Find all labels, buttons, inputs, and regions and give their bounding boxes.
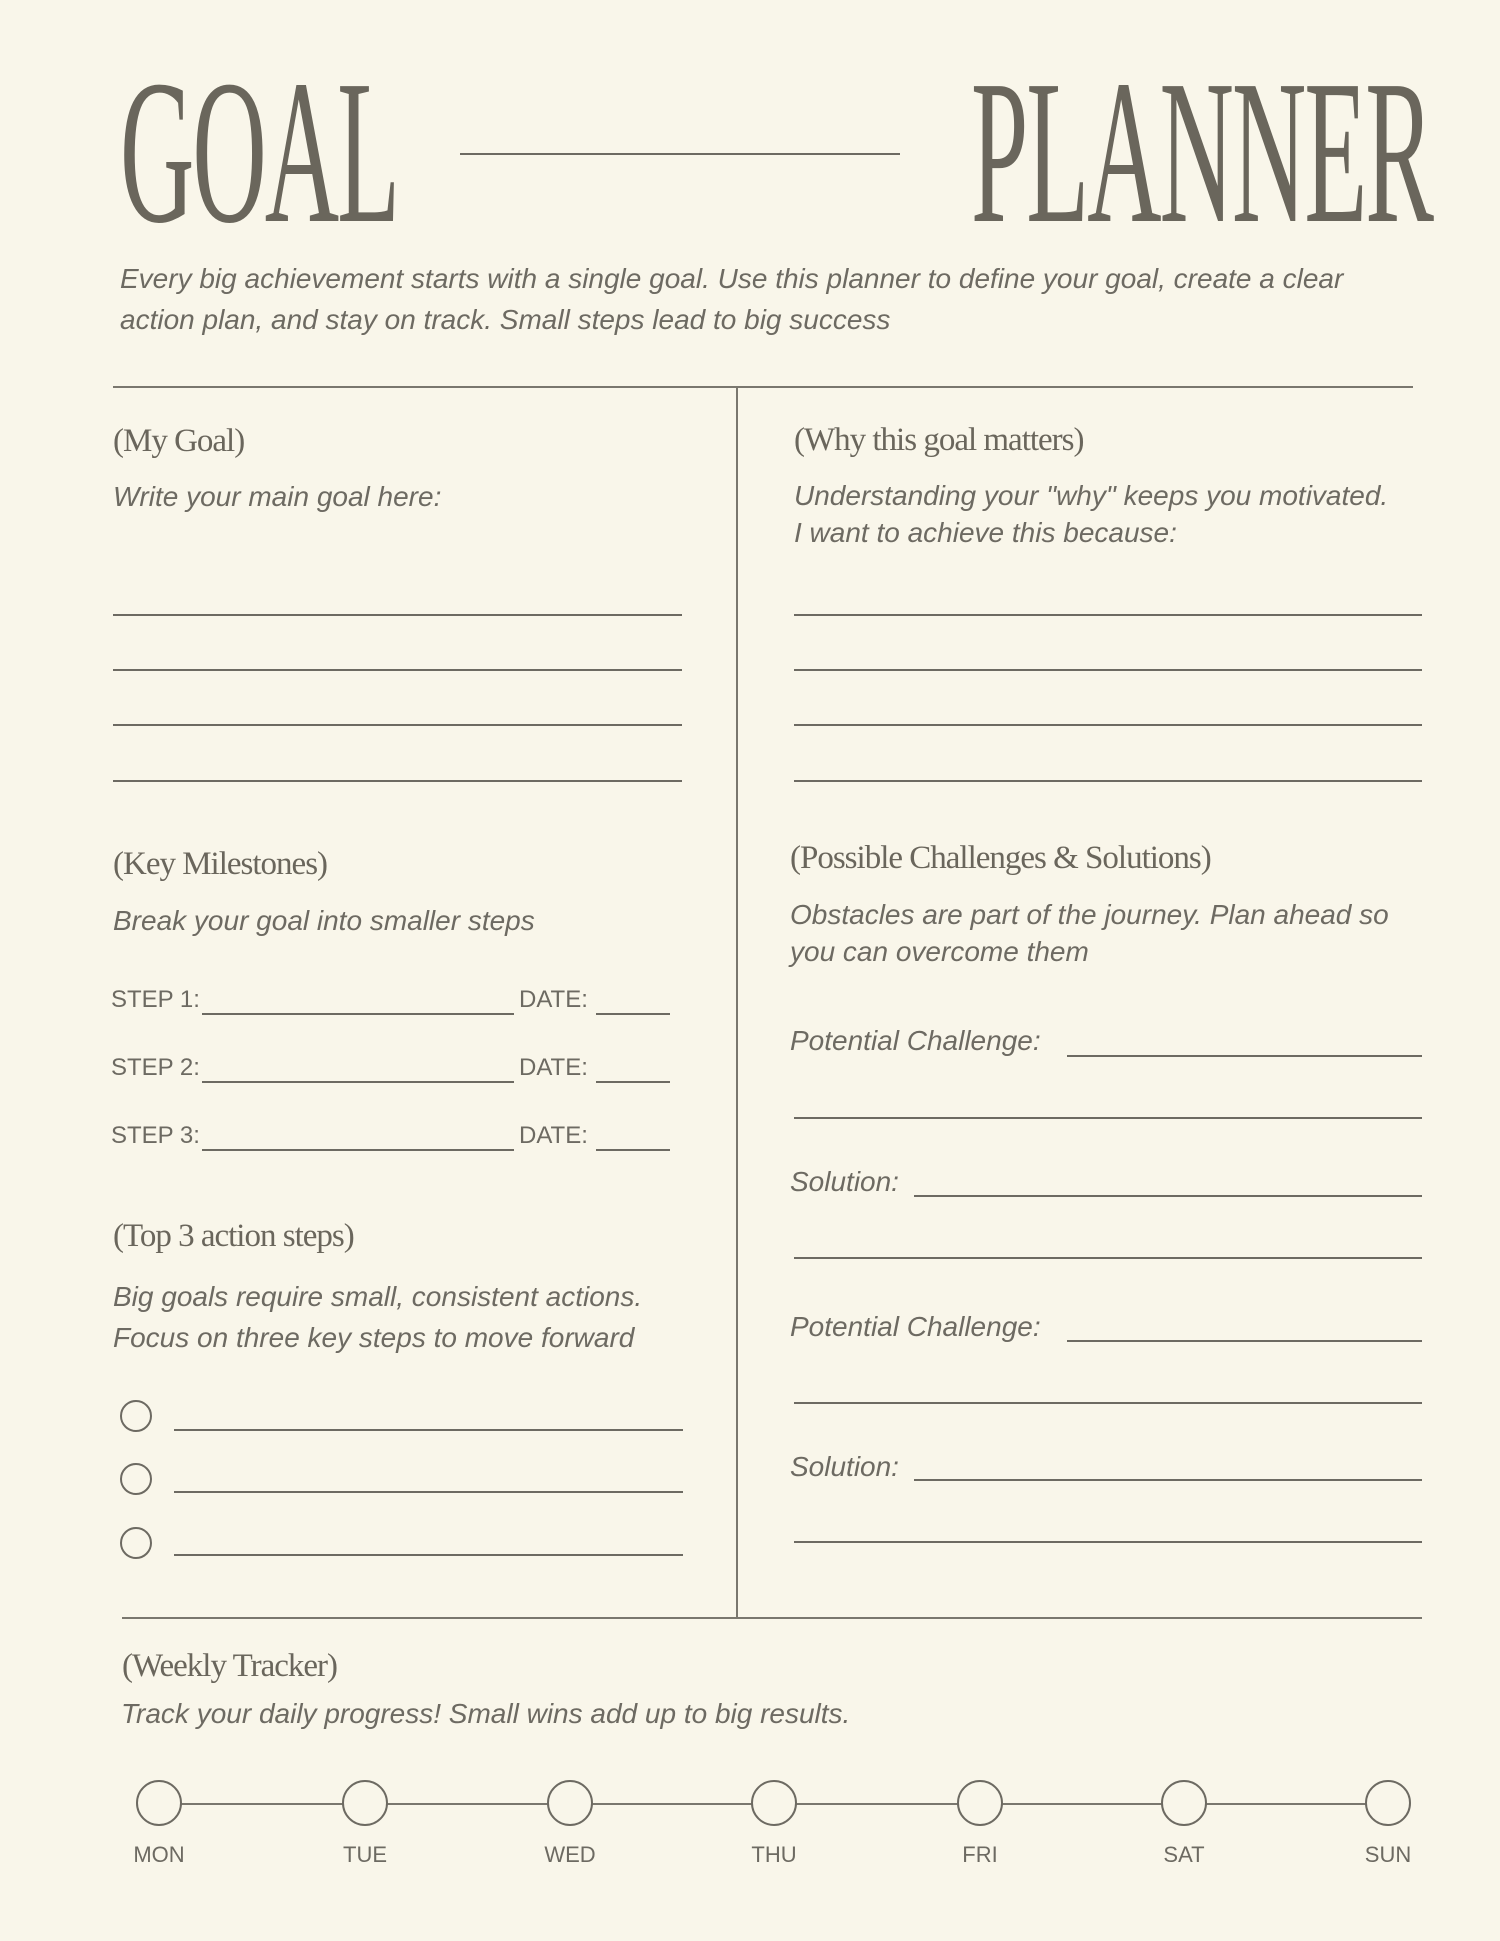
day-fri-label: FRI [962,1842,998,1867]
action-steps-heading: (Top 3 action steps) [113,1218,354,1254]
top-divider [113,386,1413,388]
solution-2-label: Solution: [790,1451,899,1482]
challenge-1-line[interactable] [1067,1055,1422,1057]
title-goal: GOAL [120,37,399,266]
bottom-divider [122,1617,1422,1619]
step-1-line[interactable] [202,1013,514,1015]
milestones-prompt: Break your goal into smaller steps [113,905,535,936]
day-wed-label: WED [544,1842,596,1867]
action-step-1-checkbox[interactable] [120,1400,152,1432]
weekly-prompt: Track your daily progress! Small wins add up to big results. [121,1698,851,1729]
action-step-3-line[interactable] [174,1554,683,1556]
why-prompt [794,477,1388,551]
solution-1-label: Solution: [790,1166,899,1197]
my-goal-prompt: Write your main goal here: [113,481,442,512]
solution-2-line-2[interactable] [794,1541,1422,1543]
challenge-2-line-2[interactable] [794,1402,1422,1404]
day-sat-circle[interactable] [1161,1780,1207,1826]
step-2-line[interactable] [202,1081,514,1083]
day-sun-circle[interactable] [1365,1780,1411,1826]
day-wed-circle[interactable] [547,1780,593,1826]
day-fri-circle[interactable] [957,1780,1003,1826]
action-steps-prompt [113,1276,642,1358]
challenge-1-line-2[interactable] [794,1117,1422,1119]
step-2-date-label: DATE: [519,1054,588,1081]
action-step-2-checkbox[interactable] [120,1463,152,1495]
step-2-date-line[interactable] [596,1081,670,1083]
challenges-prompt [790,896,1389,970]
challenges-heading: (Possible Challenges & Solutions) [790,840,1211,876]
why-write-line[interactable] [794,724,1422,726]
solution-2-line[interactable] [914,1479,1422,1481]
why-prompt-line-2: I want to achieve this because: [794,517,1177,548]
milestones-heading: (Key Milestones) [113,846,328,882]
challenge-2-line[interactable] [1067,1340,1422,1342]
why-write-line[interactable] [794,669,1422,671]
title-divider [460,153,900,155]
action-step-3-checkbox[interactable] [120,1527,152,1559]
action-steps-prompt-line-2: Focus on three key steps to move forward [113,1322,635,1353]
day-thu-circle[interactable] [751,1780,797,1826]
my-goal-write-line[interactable] [113,614,682,616]
intro-text [120,258,1420,340]
step-3-date-line[interactable] [596,1149,670,1151]
center-divider [736,386,738,1618]
why-write-line[interactable] [794,614,1422,616]
action-step-2-line[interactable] [174,1491,683,1493]
action-steps-prompt-line-1: Big goals require small, consistent actions. [113,1281,643,1312]
step-3-date-label: DATE: [519,1122,588,1149]
my-goal-heading: (My Goal) [113,423,245,459]
day-sun-label: SUN [1364,1842,1412,1867]
step-1-date-label: DATE: [519,986,588,1013]
day-tue-label: TUE [343,1842,387,1867]
why-write-line[interactable] [794,780,1422,782]
challenge-1-label: Potential Challenge: [790,1025,1041,1056]
day-mon-circle[interactable] [136,1780,182,1826]
step-3-label: STEP 3: [111,1122,200,1149]
solution-1-line[interactable] [914,1195,1422,1197]
my-goal-write-line[interactable] [113,780,682,782]
challenges-prompt-line-2: you can overcome them [790,936,1089,967]
challenges-prompt-line-1: Obstacles are part of the journey. Plan ahead so [790,899,1389,930]
my-goal-write-line[interactable] [113,724,682,726]
weekly-heading: (Weekly Tracker) [122,1648,338,1684]
day-thu-label: THU [751,1842,797,1867]
day-mon-label: MON [133,1842,185,1867]
challenge-2-label: Potential Challenge: [790,1311,1041,1342]
why-prompt-line-1: Understanding your "why" keeps you motivated. [794,480,1389,511]
step-1-date-line[interactable] [596,1013,670,1015]
solution-1-line-2[interactable] [794,1257,1422,1259]
step-2-label: STEP 2: [111,1054,200,1081]
intro-line-2: action plan, and stay on track. Small steps lead to big success [120,304,891,335]
my-goal-write-line[interactable] [113,669,682,671]
intro-line-1: Every big achievement starts with a single goal. Use this planner to define your goal, create a clear [120,263,1344,294]
title-planner: PLANNER [971,37,1432,266]
step-3-line[interactable] [202,1149,514,1151]
why-heading: (Why this goal matters) [794,422,1084,458]
day-tue-circle[interactable] [342,1780,388,1826]
day-sat-label: SAT [1163,1842,1205,1867]
action-step-1-line[interactable] [174,1429,683,1431]
step-1-label: STEP 1: [111,986,200,1013]
